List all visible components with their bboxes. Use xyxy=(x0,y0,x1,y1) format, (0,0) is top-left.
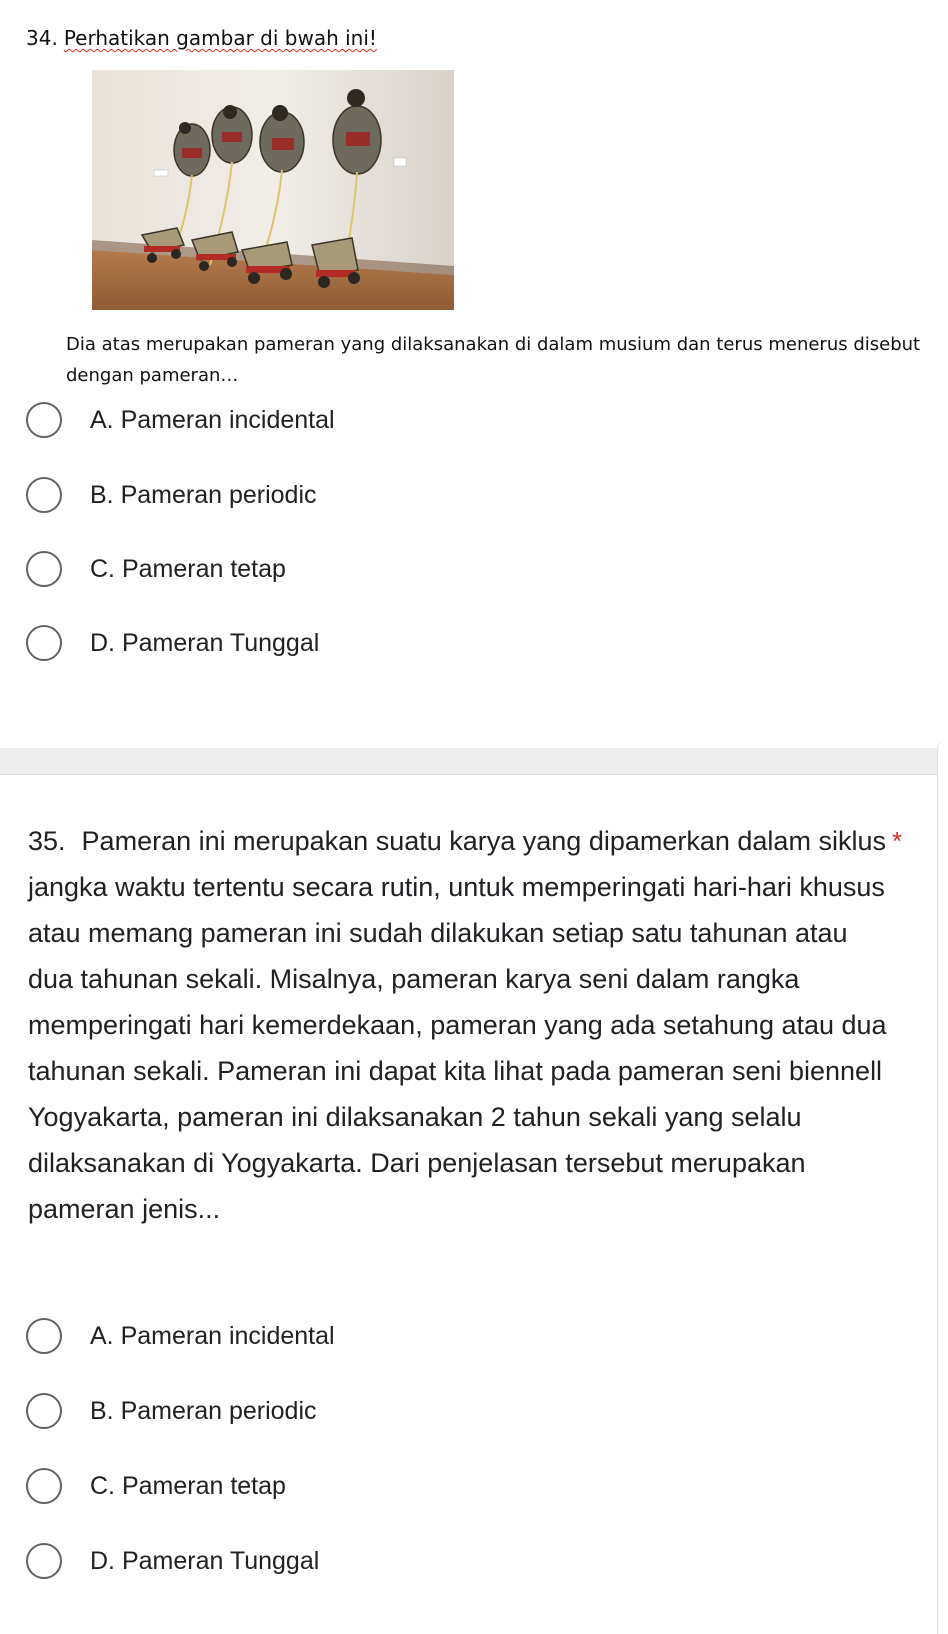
question-35-body: Pameran ini merupakan suatu karya yang dipamerkan dalam siklus jangka waktu tertentu secara rutin, untuk memperingati hari-hari khusus atau memang pameran ini sudah dilakukan setiap satu tahunan atau dua tahunan sekali. Misalnya, pameran karya seni dalam rangka memperingati hari kemerdekaan, pameran yang ada setahung atau dua tahunan sekali. Pameran ini dapat kita lihat pada pameran seni biennell Yogyakarta, pameran ini dilaksanakan 2 tahun sekali yang selalu dilaksanakan di Yogyakarta. Dari penjelasan tersebut merupakan pameran jenis... xyxy=(28,826,887,1224)
question-34-title-text: Perhatikan gambar di bwah ini! xyxy=(63,26,377,50)
q34-option-d[interactable] xyxy=(26,623,319,663)
radio-button[interactable] xyxy=(26,625,62,661)
radio-button[interactable] xyxy=(26,1543,62,1579)
q35-option-d-label: D. Pameran Tunggal xyxy=(90,1546,320,1575)
q34-option-c[interactable] xyxy=(26,549,286,589)
q35-option-c-label: C. Pameran tetap xyxy=(90,1471,286,1500)
radio-button[interactable] xyxy=(26,477,62,513)
required-asterisk: * xyxy=(892,826,903,856)
question-34-number: 34. xyxy=(26,26,58,50)
radio-button[interactable] xyxy=(26,1468,62,1504)
q35-option-b[interactable] xyxy=(26,1391,317,1431)
radio-button[interactable] xyxy=(26,1318,62,1354)
question-34-title xyxy=(26,26,377,50)
question-card-edge xyxy=(937,740,948,1634)
q34-option-b-label: B. Pameran periodic xyxy=(90,480,317,509)
radio-button[interactable] xyxy=(26,551,62,587)
q34-option-a[interactable] xyxy=(26,400,335,440)
question-35-text xyxy=(28,818,888,1232)
q34-option-a-label: A. Pameran incidental xyxy=(90,405,335,434)
question-34-description: Dia atas merupakan pameran yang dilaksanakan di dalam musium dan terus menerus disebut dengan pameran… xyxy=(66,334,921,386)
q35-option-d[interactable] xyxy=(26,1541,319,1581)
radio-button[interactable] xyxy=(26,1393,62,1429)
museum-exhibit-photo xyxy=(92,70,454,310)
question-separator xyxy=(0,748,948,775)
q34-option-b[interactable] xyxy=(26,475,317,515)
q35-option-b-label: B. Pameran periodic xyxy=(90,1396,317,1425)
q35-option-a[interactable] xyxy=(26,1316,335,1356)
radio-button[interactable] xyxy=(26,402,62,438)
q35-option-a-label: A. Pameran incidental xyxy=(90,1321,335,1350)
q35-option-c[interactable] xyxy=(26,1466,286,1506)
question-35-number: 35. xyxy=(28,826,66,856)
q34-option-d-label: D. Pameran Tunggal xyxy=(90,628,320,657)
q34-option-c-label: C. Pameran tetap xyxy=(90,554,286,583)
